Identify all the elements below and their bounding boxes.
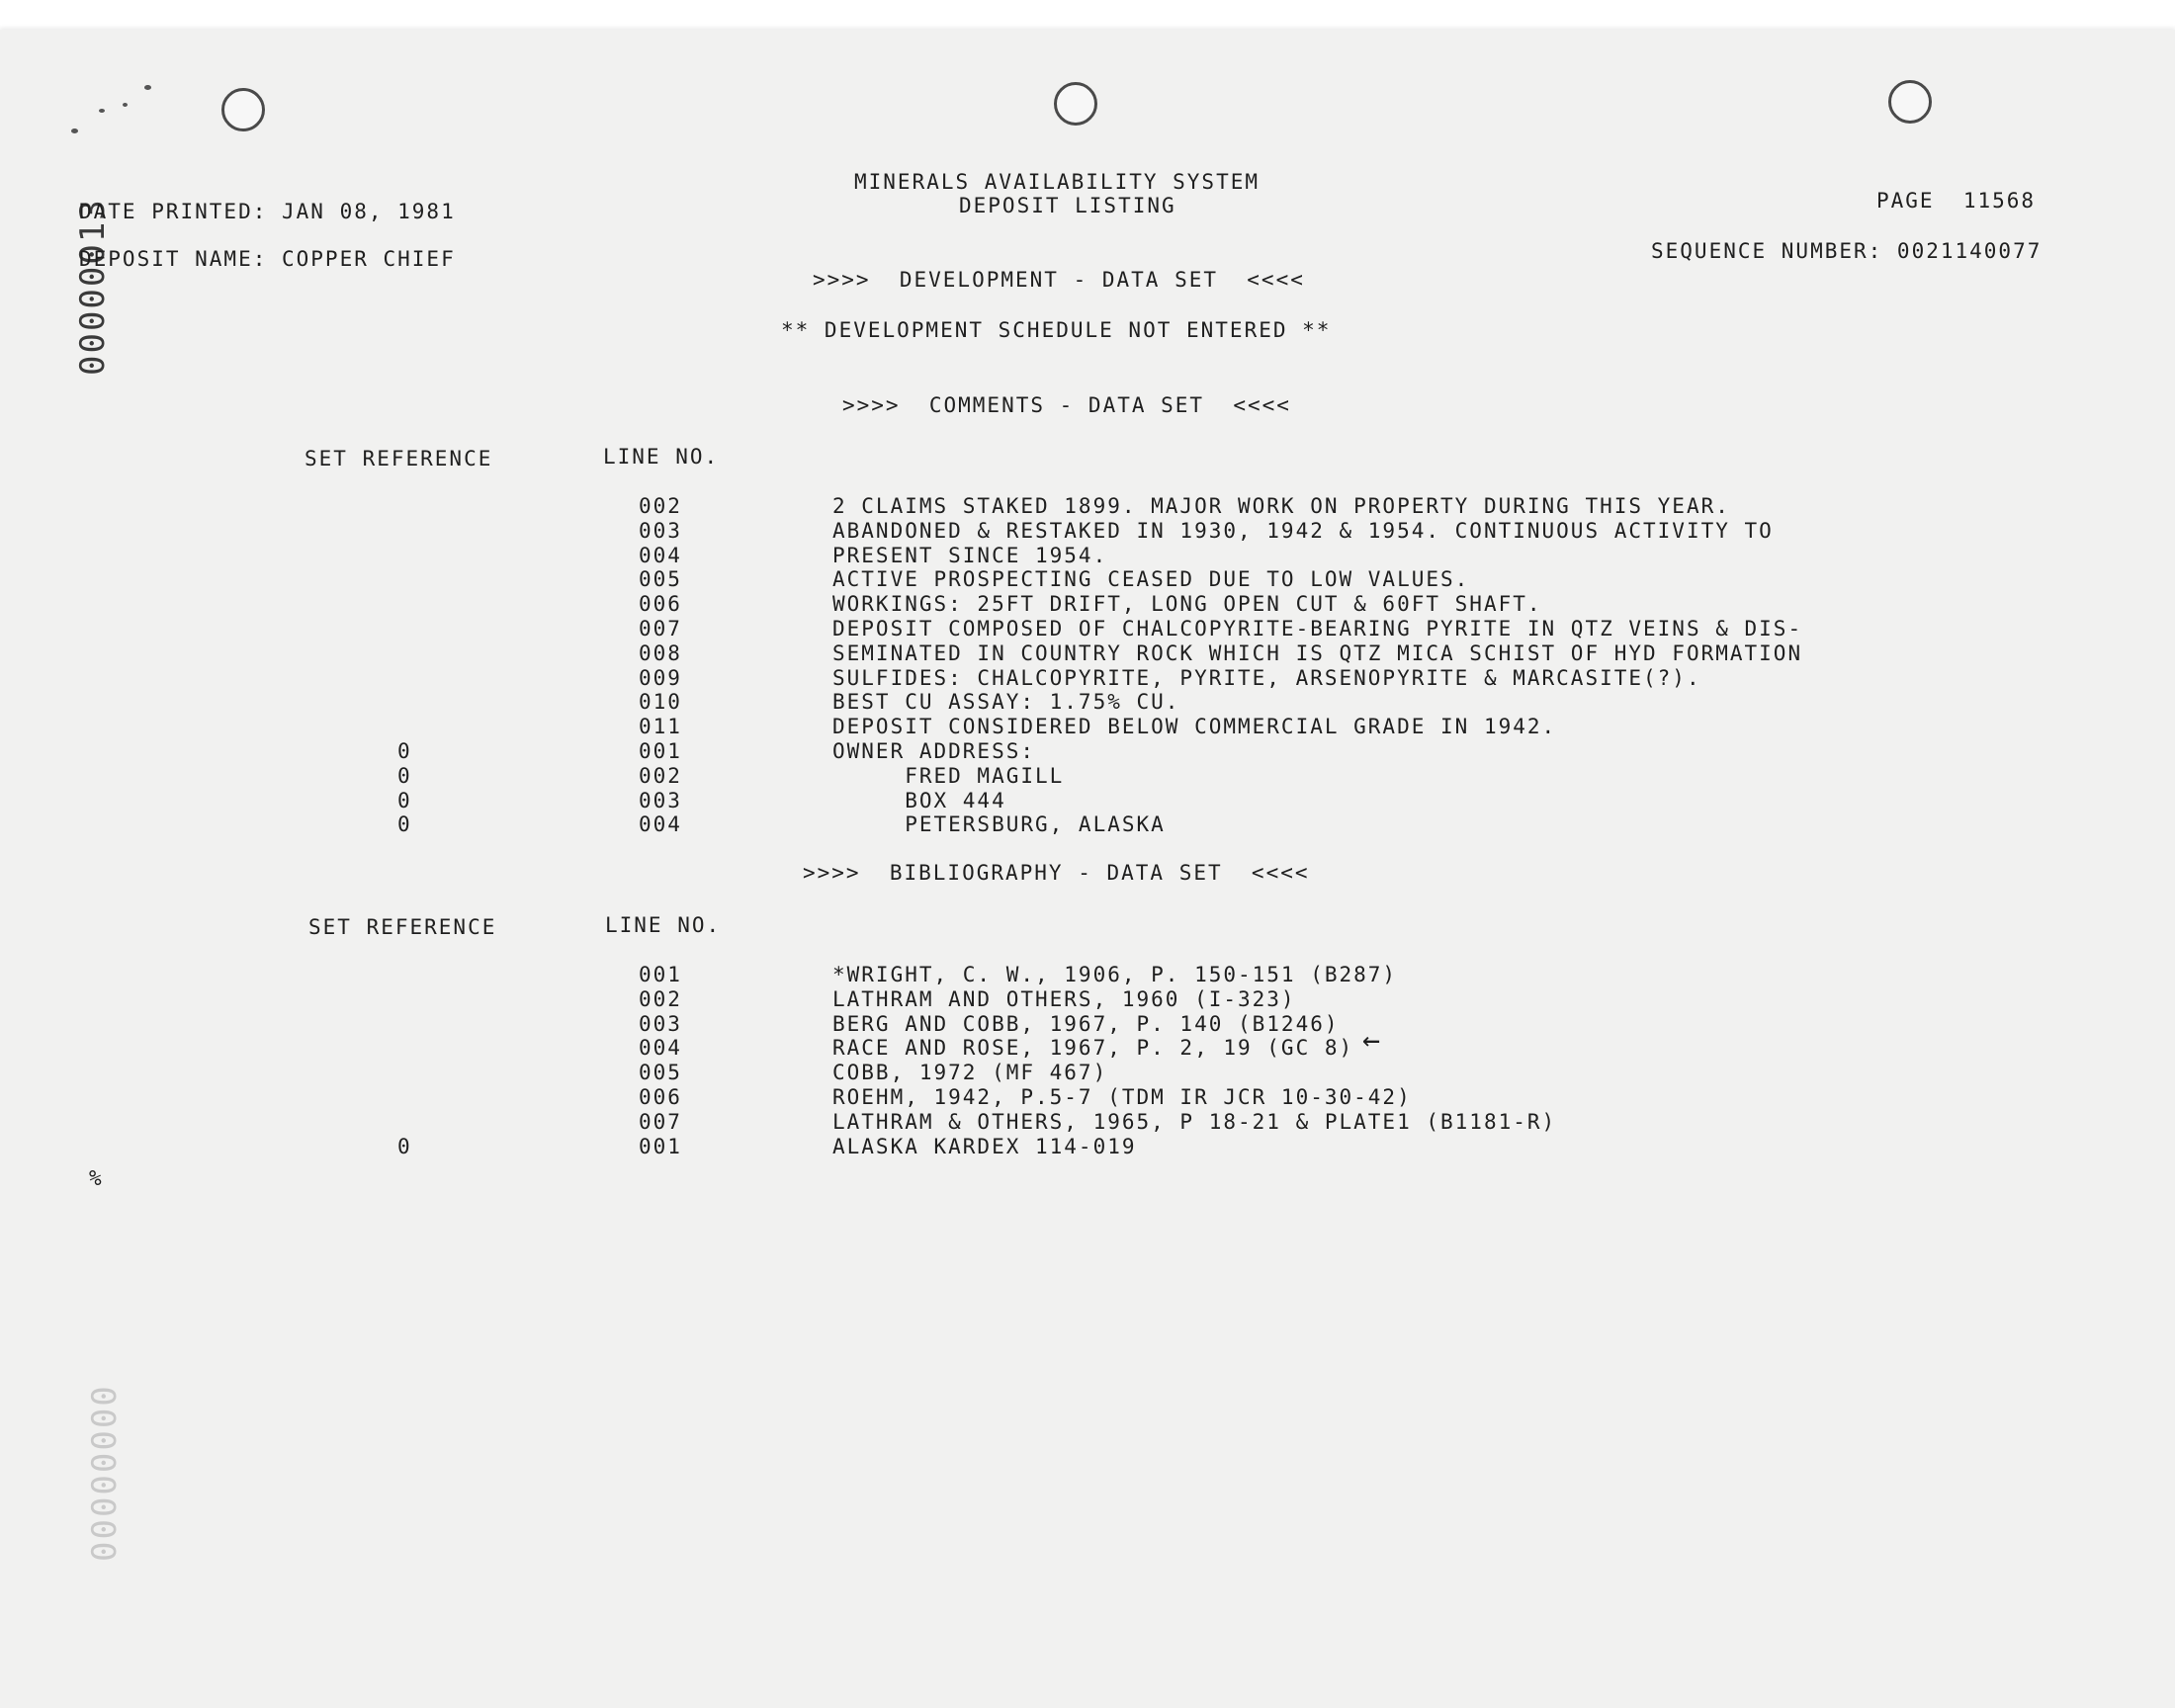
line-number-cell: 010 xyxy=(639,690,682,715)
text-cell: FRED MAGILL xyxy=(832,763,1065,788)
text-cell: ROEHM, 1942, P.5-7 (TDM IR JCR 10-30-42) xyxy=(832,1085,1412,1109)
side-stamp-number: 00000013 xyxy=(73,198,113,376)
comments-col-line-no: LINE NO. xyxy=(603,445,720,469)
line-number-cell: 004 xyxy=(639,543,682,567)
development-section-title: >>>> DEVELOPMENT - DATA SET <<<< xyxy=(813,268,1305,292)
text-cell: ALASKA KARDEX 114-019 xyxy=(832,1134,1137,1158)
line-number-cell: 005 xyxy=(639,1061,682,1085)
text-cell: ABANDONED & RESTAKED IN 1930, 1942 & 1954. CONTINUOUS ACTIVITY TO xyxy=(832,518,1774,543)
text-cell: PRESENT SINCE 1954. xyxy=(832,543,1108,567)
text-cell: BERG AND COBB, 1967, P. 140 (B1246) xyxy=(832,1011,1340,1036)
listing-title: DEPOSIT LISTING xyxy=(959,194,1176,217)
text-cell: DEPOSIT COMPOSED OF CHALCOPYRITE-BEARING PYRITE IN QTZ VEINS & DIS- xyxy=(832,617,1803,640)
line-number-cell: 002 xyxy=(639,763,682,788)
text-cell: BEST CU ASSAY: 1.75% CU. xyxy=(832,690,1180,715)
text-cell: COBB, 1972 (MF 467) xyxy=(832,1061,1108,1085)
development-note: ** DEVELOPMENT SCHEDULE NOT ENTERED ** xyxy=(781,318,1332,342)
set-reference-cell: 0 xyxy=(397,739,412,763)
page-number: PAGE 11568 xyxy=(1876,189,2037,213)
ink-speck xyxy=(71,128,78,133)
text-cell: PETERSBURG, ALASKA xyxy=(832,812,1166,837)
line-number-cell: 005 xyxy=(639,567,682,592)
text-cell: ACTIVE PROSPECTING CEASED DUE TO LOW VALUES. xyxy=(832,567,1470,592)
set-reference-cell: 0 xyxy=(397,1134,412,1158)
line-number-cell: 007 xyxy=(639,1109,682,1134)
text-cell: *WRIGHT, C. W., 1906, P. 150-151 (B287) xyxy=(832,963,1398,986)
ink-speck xyxy=(99,109,105,113)
line-number-cell: 004 xyxy=(639,812,682,837)
line-number-cell: 001 xyxy=(639,1134,682,1158)
line-number-cell: 001 xyxy=(639,739,682,763)
punch-hole-left xyxy=(221,88,265,131)
line-number-cell: 004 xyxy=(639,1036,682,1061)
bibliography-col-set-reference: SET REFERENCE xyxy=(308,915,497,939)
comments-section-title: >>>> COMMENTS - DATA SET <<<< xyxy=(842,393,1291,417)
line-number-cell: 002 xyxy=(639,494,682,518)
text-cell: SULFIDES: CHALCOPYRITE, PYRITE, ARSENOPYRITE & MARCASITE(?). xyxy=(832,665,1701,690)
bibliography-col-line-no: LINE NO. xyxy=(605,913,722,937)
line-number-cell: 006 xyxy=(639,1085,682,1109)
punch-hole-center xyxy=(1054,82,1097,126)
punch-hole-right xyxy=(1888,80,1932,124)
set-reference-cell: 0 xyxy=(397,812,412,837)
line-number-cell: 001 xyxy=(639,963,682,986)
line-number-cell: 003 xyxy=(639,1011,682,1036)
handwritten-arrow-annotation: ← xyxy=(1362,1023,1383,1058)
text-cell: OWNER ADDRESS: xyxy=(832,739,1036,763)
text-cell: WORKINGS: 25FT DRIFT, LONG OPEN CUT & 60FT SHAFT. xyxy=(832,592,1542,617)
date-printed: DATE PRINTED: JAN 08, 1981 xyxy=(79,200,456,223)
line-number-cell: 011 xyxy=(639,715,682,739)
text-cell: LATHRAM AND OTHERS, 1960 (I-323) xyxy=(832,986,1296,1011)
ink-speck xyxy=(123,103,128,107)
text-cell: 2 CLAIMS STAKED 1899. MAJOR WORK ON PROPERTY DURING THIS YEAR. xyxy=(832,494,1730,518)
text-cell: DEPOSIT CONSIDERED BELOW COMMERCIAL GRADE IN 1942. xyxy=(832,715,1557,739)
line-number-cell: 002 xyxy=(639,986,682,1011)
line-number-cell: 006 xyxy=(639,592,682,617)
line-number-cell: 007 xyxy=(639,617,682,640)
line-number-cell: 003 xyxy=(639,788,682,812)
line-number-cell: 008 xyxy=(639,640,682,665)
set-reference-cell: 0 xyxy=(397,788,412,812)
line-number-cell: 003 xyxy=(639,518,682,543)
system-title: MINERALS AVAILABILITY SYSTEM xyxy=(854,170,1261,194)
ink-speck xyxy=(144,85,151,90)
bibliography-section-title: >>>> BIBLIOGRAPHY - DATA SET <<<< xyxy=(803,861,1310,885)
text-cell: RACE AND ROSE, 1967, P. 2, 19 (GC 8) xyxy=(832,1036,1354,1061)
line-number-cell: 009 xyxy=(639,665,682,690)
set-reference-cell: 0 xyxy=(397,763,412,788)
sequence-number: SEQUENCE NUMBER: 0021140077 xyxy=(1651,239,2043,263)
deposit-name: DEPOSIT NAME: COPPER CHIEF xyxy=(79,247,456,271)
comments-col-set-reference: SET REFERENCE xyxy=(304,447,493,470)
side-stamp-number-faint: 00000000 xyxy=(85,1384,125,1562)
text-cell: BOX 444 xyxy=(832,788,1006,812)
text-cell: SEMINATED IN COUNTRY ROCK WHICH IS QTZ MICA SCHIST OF HYD FORMATION xyxy=(832,640,1803,665)
text-cell: LATHRAM & OTHERS, 1965, P 18-21 & PLATE1 (B1181-R) xyxy=(832,1109,1557,1134)
end-marker: % xyxy=(89,1166,104,1190)
